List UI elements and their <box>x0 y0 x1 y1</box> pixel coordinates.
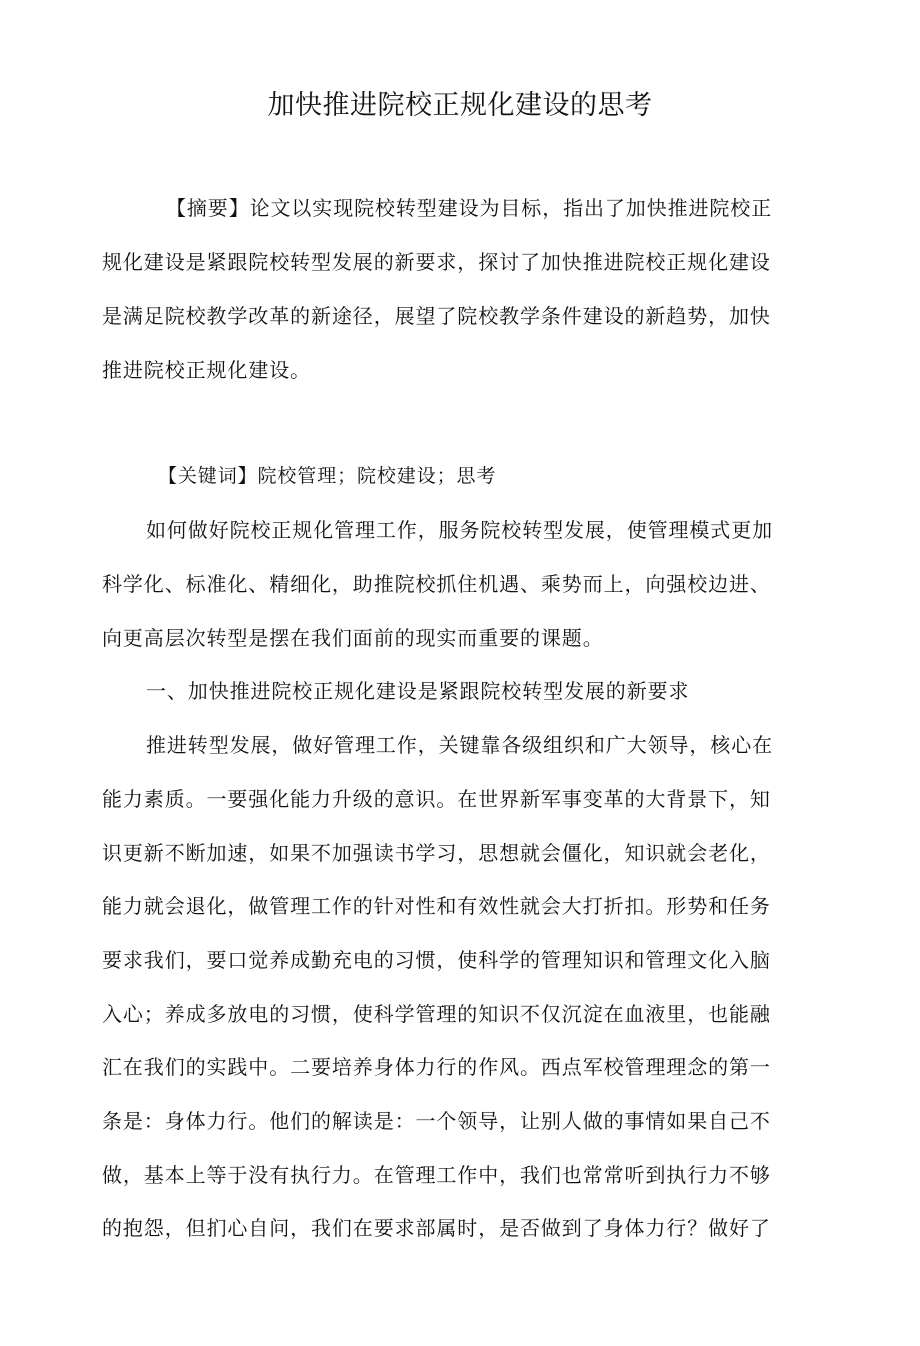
abstract-line: 【摘要】论文以实现院校转型建设为目标，指出了加快推进院校正 <box>166 196 773 220</box>
body-line: 能力就会退化，做管理工作的针对性和有效性就会大打折扣。形势和任务 <box>102 894 771 918</box>
abstract-line: 是满足院校教学改革的新途径，展望了院校教学条件建设的新趋势，加快 <box>102 304 771 328</box>
body-line: 推进转型发展，做好管理工作，关键靠各级组织和广大领导，核心在 <box>146 733 773 757</box>
intro-line: 如何做好院校正规化管理工作，服务院校转型发展，使管理模式更加 <box>146 518 773 542</box>
abstract-line: 推进院校正规化建设。 <box>102 358 311 382</box>
body-line: 条是：身体力行。他们的解读是：一个领导，让别人做的事情如果自己不 <box>102 1109 771 1133</box>
keywords: 【关键词】院校管理；院校建设；思考 <box>158 465 497 487</box>
body-line: 能力素质。一要强化能力升级的意识。在世界新军事变革的大背景下，知 <box>102 787 771 811</box>
body-line: 入心；养成多放电的习惯，使科学管理的知识不仅沉淀在血液里，也能融 <box>102 1002 771 1026</box>
intro-line: 向更高层次转型是摆在我们面前的现实而重要的课题。 <box>102 626 604 650</box>
body-line: 做，基本上等于没有执行力。在管理工作中，我们也常常听到执行力不够 <box>102 1163 771 1187</box>
body-line: 的抱怨，但扪心自问，我们在要求部属时，是否做到了身体力行？做好了 <box>102 1216 771 1240</box>
document-title: 加快推进院校正规化建设的思考 <box>267 90 653 121</box>
abstract-line: 规化建设是紧跟院校转型发展的新要求，探讨了加快推进院校正规化建设 <box>102 250 771 274</box>
body-line: 识更新不断加速，如果不加强读书学习，思想就会僵化，知识就会老化， <box>102 841 771 865</box>
body-line: 要求我们，要口觉养成勤充电的习惯，使科学的管理知识和管理文化入脑 <box>102 948 771 972</box>
section-heading: 一、加快推进院校正规化建设是紧跟院校转型发展的新要求 <box>146 679 690 703</box>
intro-line: 科学化、标准化、精细化，助推院校抓住机遇、乘势而上，向强校边进、 <box>102 572 771 596</box>
body-line: 汇在我们的实践中。二要培养身体力行的作风。西点军校管理理念的第一 <box>102 1055 771 1079</box>
